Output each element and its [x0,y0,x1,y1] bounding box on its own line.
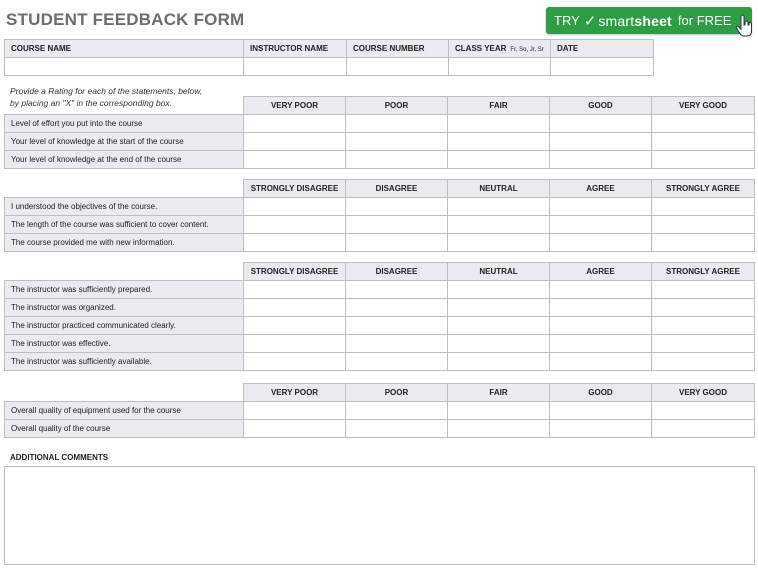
rating-cell[interactable] [448,317,550,335]
statement-label: The course provided me with new information. [5,234,244,252]
rating-cell[interactable] [448,335,550,353]
rating-cell[interactable] [550,317,652,335]
table-row [5,133,755,151]
option-header: NEUTRAL [448,180,550,198]
rating-section-3 [4,262,755,371]
rating-cell[interactable] [550,299,652,317]
try-label: TRY [554,13,580,28]
rating-cell[interactable] [346,299,448,317]
course-name-label: COURSE NAME [5,40,244,58]
class-year-label [449,40,551,58]
rating-cell[interactable] [244,335,346,353]
table-row [5,299,755,317]
table-row [5,402,755,420]
table-row [5,281,755,299]
course-info-table [4,39,654,76]
table-row [5,335,755,353]
option-header: DISAGREE [346,180,448,198]
page-title: STUDENT FEEDBACK FORM [6,10,245,29]
rating-cell[interactable] [448,402,550,420]
statement-label: The instructor practiced communicated clearly. [5,317,244,335]
rating-cell[interactable] [652,317,755,335]
table-row [5,234,755,252]
rating-cell[interactable] [448,299,550,317]
statement-label: The length of the course was sufficient to cover content. [5,216,244,234]
class-year-input[interactable] [449,58,551,76]
rating-cell[interactable] [550,353,652,371]
rating-cell[interactable] [244,353,346,371]
rating-cell[interactable] [550,151,652,169]
rating-cell[interactable] [652,353,755,371]
hand-cursor-icon [734,14,754,38]
rating-cell[interactable] [346,420,448,438]
option-header: VERY GOOD [652,97,755,115]
additional-comments-input[interactable] [4,466,755,565]
statement-label: I understood the objectives of the course. [5,198,244,216]
rating-cell[interactable] [448,420,550,438]
brand-bold: sheet [634,12,672,29]
rating-cell[interactable] [346,281,448,299]
course-name-input[interactable] [5,58,244,76]
for-free-label: for FREE [677,13,732,28]
rating-cell[interactable] [550,216,652,234]
rating-cell[interactable] [448,151,550,169]
option-header: GOOD [550,384,652,402]
table-row [5,216,755,234]
option-header: DISAGREE [346,263,448,281]
rating-cell[interactable] [652,198,755,216]
rating-cell[interactable] [652,335,755,353]
date-label: DATE [551,40,654,58]
rating-cell[interactable] [652,420,755,438]
rating-cell[interactable] [346,115,448,133]
instructions-line-1: Provide a Rating for each of the statements, below, [10,86,203,96]
option-header: POOR [346,97,448,115]
option-header: FAIR [448,384,550,402]
option-header: VERY POOR [244,384,346,402]
brand-logo [598,13,672,29]
rating-cell[interactable] [652,151,755,169]
option-header: STRONGLY DISAGREE [244,263,346,281]
rating-cell[interactable] [550,115,652,133]
rating-cell[interactable] [550,335,652,353]
rating-section-2 [4,179,755,252]
rating-cell[interactable] [448,281,550,299]
rating-section-4 [4,383,755,438]
rating-cell[interactable] [652,299,755,317]
table-row [5,420,755,438]
rating-cell[interactable] [346,335,448,353]
rating-cell[interactable] [346,234,448,252]
class-year-text: CLASS YEAR [455,44,507,53]
statement-label: Overall quality of the course [5,420,244,438]
rating-cell[interactable] [346,216,448,234]
table-row [5,317,755,335]
rating-cell[interactable] [244,402,346,420]
rating-cell[interactable] [244,299,346,317]
brand-light: smart [598,12,635,29]
option-header: STRONGLY AGREE [652,180,755,198]
rating-cell[interactable] [652,281,755,299]
rating-cell[interactable] [346,198,448,216]
table-row [5,151,755,169]
option-header: AGREE [550,263,652,281]
option-header: VERY POOR [244,97,346,115]
table-row [5,353,755,371]
statement-label: Your level of knowledge at the start of the course [5,133,244,151]
statement-label: Overall quality of equipment used for the course [5,402,244,420]
additional-comments-label: ADDITIONAL COMMENTS [10,453,109,462]
rating-cell[interactable] [346,353,448,371]
table-row [5,198,755,216]
statement-label: Your level of knowledge at the end of the course [5,151,244,169]
rating-cell[interactable] [550,133,652,151]
instructions-line-2: by placing an "X" in the corresponding box. [10,98,172,108]
try-smartsheet-button[interactable] [546,7,752,34]
rating-cell[interactable] [244,115,346,133]
rating-cell[interactable] [550,402,652,420]
instructor-name-input[interactable] [244,58,347,76]
instructor-name-label: INSTRUCTOR NAME [244,40,347,58]
statement-label: The instructor was sufficiently available. [5,353,244,371]
option-header: AGREE [550,180,652,198]
class-year-hint: Fr, So, Jr, Sr [510,47,544,53]
table-row [5,115,755,133]
rating-cell[interactable] [550,234,652,252]
rating-cell[interactable] [346,133,448,151]
course-number-label: COURSE NUMBER [347,40,449,58]
rating-section-1 [4,96,755,169]
rating-cell[interactable] [244,420,346,438]
rating-cell[interactable] [244,151,346,169]
rating-cell[interactable] [448,234,550,252]
rating-cell[interactable] [346,151,448,169]
option-header: FAIR [448,97,550,115]
rating-cell[interactable] [448,198,550,216]
rating-cell[interactable] [448,133,550,151]
rating-cell[interactable] [448,216,550,234]
course-number-input[interactable] [347,58,449,76]
rating-cell[interactable] [652,133,755,151]
statement-label: The instructor was organized. [5,299,244,317]
rating-cell[interactable] [244,317,346,335]
rating-cell[interactable] [244,281,346,299]
rating-cell[interactable] [652,234,755,252]
rating-cell[interactable] [346,402,448,420]
rating-cell[interactable] [346,317,448,335]
rating-cell[interactable] [244,133,346,151]
rating-cell[interactable] [244,234,346,252]
rating-cell[interactable] [550,281,652,299]
checkmark-icon: ✓ [583,12,597,30]
option-header: STRONGLY DISAGREE [244,180,346,198]
rating-cell[interactable] [550,198,652,216]
option-header: STRONGLY AGREE [652,263,755,281]
statement-label: The instructor was sufficiently prepared. [5,281,244,299]
rating-cell[interactable] [244,216,346,234]
option-header: GOOD [550,97,652,115]
statement-label: The instructor was effective. [5,335,244,353]
rating-cell[interactable] [448,115,550,133]
date-input[interactable] [551,58,654,76]
statement-label: Level of effort you put into the course [5,115,244,133]
rating-cell[interactable] [550,420,652,438]
rating-cell[interactable] [652,115,755,133]
option-header: NEUTRAL [448,263,550,281]
rating-cell[interactable] [448,353,550,371]
option-header: VERY GOOD [652,384,755,402]
rating-cell[interactable] [652,402,755,420]
option-header: POOR [346,384,448,402]
rating-cell[interactable] [652,216,755,234]
rating-cell[interactable] [244,198,346,216]
